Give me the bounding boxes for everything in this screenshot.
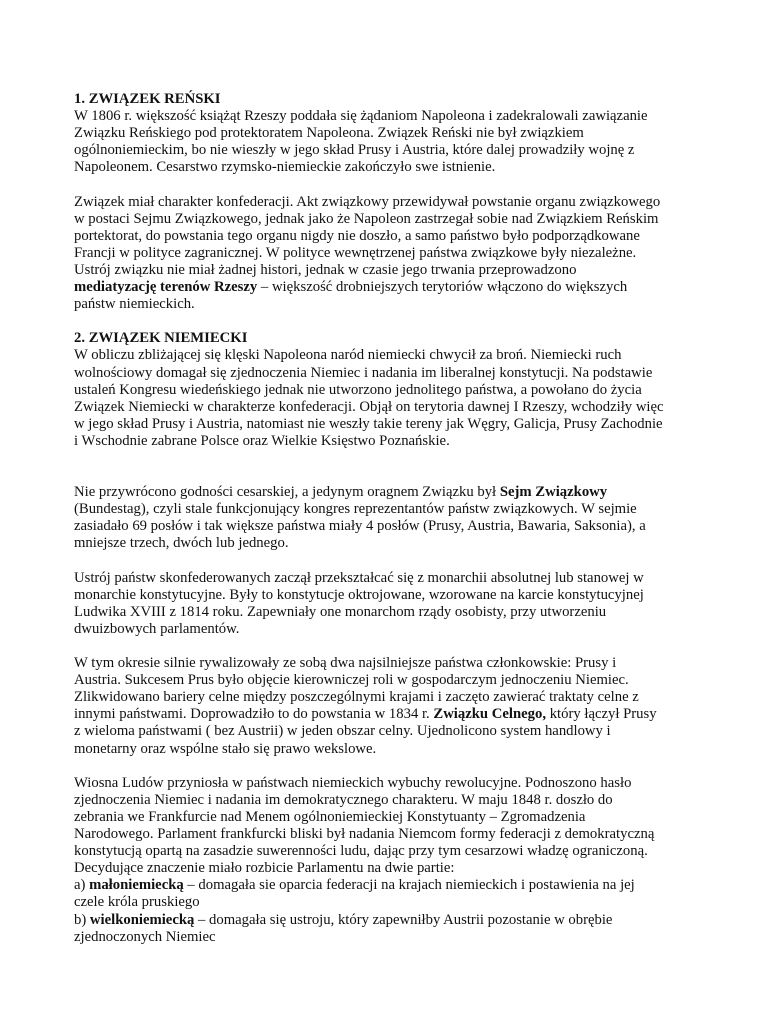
text-line: monetarny oraz wspólne stało się prawo wekslowe. <box>74 740 377 757</box>
text-line: zjednoczonych Niemiec <box>74 928 216 945</box>
text-line: Ustrój państw skonfederowanych zaczął przekształcać się z monarchii absolutnej lub stanowej w <box>74 569 644 586</box>
section-heading-zwiazek-renski: 1. ZWIĄZEK REŃSKI <box>74 91 221 107</box>
paragraph <box>74 775 696 946</box>
text-line: Narodowego. Parlament frankfurcki bliski był nadania Niemcom formy federacji z demokratyczną <box>74 826 655 843</box>
text-line: zebrania we Frankfurcie nad Menem ogólnoniemieckiej Konstytuanty – Zgromadzenia <box>74 808 586 825</box>
text-line: mniejsze trzech, dwóch lub jednego. <box>74 535 289 552</box>
text-line: dwuizbowych parlamentów. <box>74 620 240 637</box>
text-line: W 1806 r. większość książąt Rzeszy poddała się żądaniom Napoleona i zadekralowali zawiązanie <box>74 108 648 125</box>
text-line: ustaleń Kongresu wiedeńskiego jednak nie utworzono jednolitego państwa, a powołano do życia <box>74 381 642 398</box>
text-line: Ustrój związku nie miał żadnej histori, jednak w czasie jego trwania przeprowadzono <box>74 261 577 278</box>
bold-term-mediatyzacja: mediatyzację terenów Rzeszy <box>74 279 258 296</box>
paragraph <box>74 108 696 176</box>
section-heading-zwiazek-niemiecki: 2. ZWIĄZEK NIEMIECKI <box>74 330 248 347</box>
text-line: Ludwika XVIII z 1814 roku. Zapewniały one monarchom rządy osobisty, przy utworzeniu <box>74 603 607 620</box>
text-line: Napoleonem. Cesarstwo rzymsko-niemieckie zakończyło swe istnienie. <box>74 159 496 176</box>
text-line <box>74 706 696 723</box>
list-item-b <box>74 912 696 929</box>
text-line: wolnościowy domagał się zjednoczenia Niemiec i nadania im liberalnej konstytucji. Na podstawie <box>74 364 653 381</box>
paragraph <box>74 347 696 450</box>
paragraph <box>74 484 696 552</box>
text-line: czele króla pruskiego <box>74 894 200 911</box>
paragraph <box>74 570 696 638</box>
text-line: monarchie konstytucyjne. Były to konstytucje oktrojowane, wzorowane na karcie konstytucyjnej <box>74 586 644 603</box>
bold-term-wielkoniemiecka: wielkoniemiecką <box>89 911 195 928</box>
text-span: innymi państwami. Doprowadziło to do powstania w 1834 r. <box>74 706 434 723</box>
text-line: w postaci Sejmu Związkowego, jednak jako że Napoleon zastrzegał sobie nad Związkiem Reńskim <box>74 210 659 227</box>
document-body <box>74 91 696 946</box>
text-line: Wiosna Ludów przyniosła w państwach niemieckich wybuchy rewolucyjne. Podnoszono hasło <box>74 774 632 791</box>
list-marker: a) <box>74 877 90 894</box>
bold-term-sejm-zwiazkowy: Sejm Związkowy <box>499 484 608 501</box>
bold-term-zwiazek-celny: Związku Celnego, <box>433 706 547 723</box>
paragraph <box>74 194 696 314</box>
text-line: i Wschodnie zabrane Polsce oraz Wielkie Księstwo Poznańskie. <box>74 432 450 449</box>
text-line: Związku Reńskiego pod protektoratem Napoleona. Związek Reński nie był związkiem <box>74 125 584 142</box>
text-span: – większość drobniejszych terytoriów włączono do większych <box>257 279 628 296</box>
text-line: portektorat, do powstania tego organu nigdy nie doszło, a samo państwo było podporządkowane <box>74 227 640 244</box>
text-line: Związek miał charakter konfederacji. Akt związkowy przewidywał powstanie organu związkowego <box>74 193 661 210</box>
text-line: w jego skład Prusy i Austria, natomiast nie weszły takie tereny jak Węgry, Galicja, Prusy Zachodnie <box>74 415 663 432</box>
text-line: Decydujące znaczenie miało rozbicie Parlamentu na dwie partie: <box>74 860 455 877</box>
list-marker: b) <box>74 911 90 928</box>
text-line: zjednoczenia Niemiec i nadania im demokratycznego charakteru. W maju 1848 r. doszło do <box>74 791 613 808</box>
text-line: konstytucją opartą na zasadzie suwerenności ludu, dając przy tym cesarzowi władzę ograniczoną. <box>74 843 648 860</box>
list-item-a <box>74 877 696 894</box>
bold-term-maloniemiecka: małoniemiecką <box>89 877 184 894</box>
text-line: W obliczu zbliżającej się klęski Napoleona naród niemiecki chwycił za broń. Niemiecki ruch <box>74 347 622 364</box>
text-line: Związek Niemiecki w charakterze konfederacji. Objął on terytoria dawnej I Rzeszy, wchodziły więc <box>74 398 664 415</box>
text-span: – domagała sie oparcia federacji na krajach niemieckich i postawienia na jej <box>183 877 635 894</box>
text-span: – domagała się ustroju, który zapewniłby Austrii pozostanie w obrębie <box>194 911 613 928</box>
text-line: Francji w polityce zagranicznej. W polityce wewnętrzenej państwa związkowe były niezależne. <box>74 244 637 261</box>
text-line: (Bundestag), czyli stale funkcjonujący kongres reprezentantów państw związkowych. W sejmie <box>74 501 637 518</box>
text-span: Nie przywrócono godności cesarskiej, a jedynym oragnem Związku był <box>74 484 500 501</box>
text-line <box>74 484 696 501</box>
text-line: Austria. Sukcesem Prus było objęcie kierowniczej roli w gospodarczym jednoczeniu Niemiec. <box>74 672 629 689</box>
paragraph <box>74 655 696 758</box>
text-line: zasiadało 69 posłów i tak większe państwa miały 4 posłów (Prusy, Austria, Bawaria, Saksonia), a <box>74 518 646 535</box>
text-line: z wieloma państwami ( bez Austrii) w jeden obszar celny. Ujednolicono system handlowy i <box>74 723 611 740</box>
text-line <box>74 279 696 296</box>
text-line: Zlikwidowano bariery celne między poszczególnymi krajami i zaczęto zawierać traktaty celne z <box>74 689 639 706</box>
text-line: ogólnoniemieckim, bo nie wieszły w jego skład Prusy i Austria, które dalej prowadziły wojnę z <box>74 142 635 159</box>
text-line: państw niemieckich. <box>74 296 195 313</box>
text-line: W tym okresie silnie rywalizowały ze sobą dwa najsilniejsze państwa członkowskie: Prusy i <box>74 655 617 672</box>
text-span: który łączył Prusy <box>546 706 657 723</box>
